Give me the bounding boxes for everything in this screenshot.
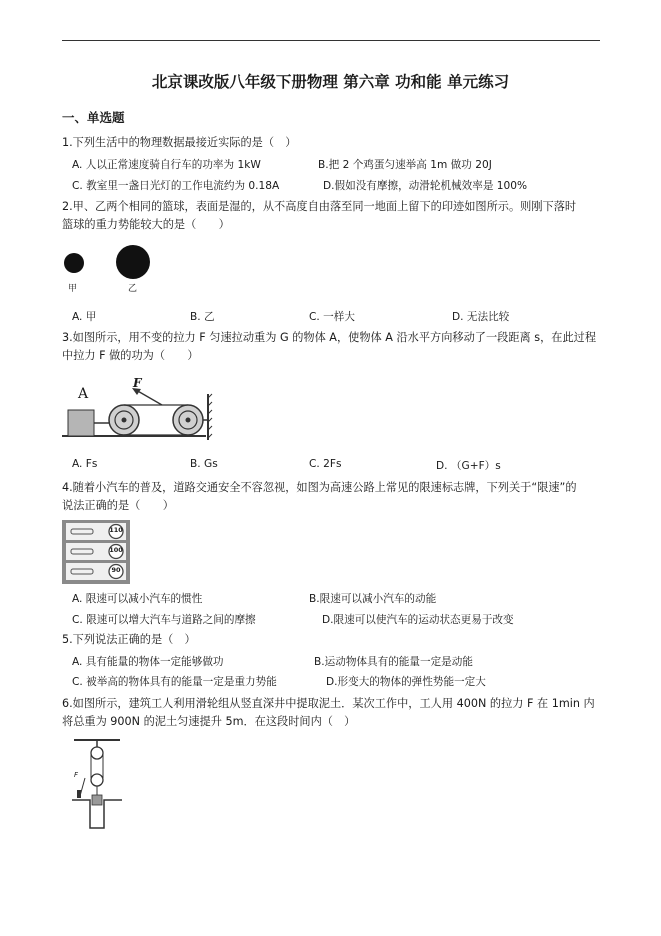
sign-label-110: 110 <box>109 526 123 534</box>
q2-option-c[interactable]: C. 一样大 <box>309 311 355 323</box>
q3-option-b[interactable]: B. Gs <box>190 458 218 470</box>
q5-option-d[interactable]: D.形变大的物体的弹性势能一定大 <box>326 676 486 688</box>
q4-stem-line1: 4.随着小汽车的普及，道路交通安全不容忽视，如图为高速公路上常见的限速标志牌，下列关于“限速”的 <box>62 481 577 494</box>
sign-label-90: 90 <box>111 566 121 574</box>
q6-stem-line2: 将总重为 900N 的泥土匀速提升 5m．在这段时间内（ ） <box>62 715 356 728</box>
q1-option-c[interactable]: C. 教室里一盏日光灯的工作电流约为 0.18A <box>72 180 280 192</box>
q3-label-f: F <box>133 376 142 390</box>
ball-mark-jia <box>64 253 84 273</box>
q2-option-b[interactable]: B. 乙 <box>190 311 215 323</box>
q3-label-a: A <box>78 386 89 402</box>
q4-option-c[interactable]: C. 限速可以增大汽车与道路之间的摩擦 <box>72 614 256 626</box>
q2-stem-line2: 篮球的重力势能较大的是（ ） <box>62 218 230 231</box>
sign-label-100: 100 <box>109 546 123 554</box>
page-title: 北京课改版八年级下册物理 第六章 功和能 单元练习 <box>151 73 510 91</box>
q3-stem-line1: 3.如图所示，用不变的拉力 F 匀速拉动重为 G 的物体 A，使物体 A 沿水平方向移动了一段距离 s，在此过程 <box>62 331 597 344</box>
ball-label-yi: 乙 <box>128 284 138 294</box>
q1-option-d[interactable]: D.假如没有摩擦，动滑轮机械效率是 100% <box>323 180 528 192</box>
q5-option-c[interactable]: C. 被举高的物体具有的能量一定是重力势能 <box>72 676 277 688</box>
ball-label-jia: 甲 <box>68 284 78 294</box>
q1-option-b[interactable]: B.把 2 个鸡蛋匀速举高 1m 做功 20J <box>318 159 492 171</box>
q1-stem: 1.下列生活中的物理数据最接近实际的是（ ） <box>62 136 297 149</box>
ball-mark-yi <box>116 245 150 279</box>
q6-pulley-well-figure <box>70 738 130 833</box>
q3-option-a[interactable]: A. Fs <box>72 458 98 470</box>
q6-label-f: F <box>74 771 79 779</box>
q3-stem-line2: 中拉力 F 做的功为（ ） <box>62 349 199 362</box>
q1-option-a[interactable]: A. 人以正常速度骑自行车的功率为 1kW <box>72 159 261 171</box>
header-rule <box>62 40 600 41</box>
q3-option-c[interactable]: C. 2Fs <box>309 458 342 470</box>
q6-stem-line1: 6.如图所示，建筑工人利用滑轮组从竖直深井中提取泥土．某次工作中，工人用 400N 的拉力 F 在 1min 内 <box>62 697 595 710</box>
section-heading: 一、单选题 <box>62 110 125 125</box>
q4-option-a[interactable]: A. 限速可以减小汽车的惯性 <box>72 593 203 605</box>
q5-option-b[interactable]: B.运动物体具有的能量一定是动能 <box>314 656 473 668</box>
q4-option-d[interactable]: D.限速可以使汽车的运动状态更易于改变 <box>322 614 514 626</box>
q5-stem: 5.下列说法正确的是（ ） <box>62 633 196 646</box>
q3-option-d[interactable]: D. （G+F）s <box>436 460 501 472</box>
q2-stem-line1: 2.甲、乙两个相同的篮球，表面是湿的，从不高度自由落至同一地面上留下的印迹如图所示。则刚下落时 <box>62 200 577 213</box>
q5-option-a[interactable]: A. 具有能量的物体一定能够做功 <box>72 656 224 668</box>
q4-option-b[interactable]: B.限速可以减小汽车的动能 <box>309 593 437 605</box>
q4-stem-line2: 说法正确的是（ ） <box>62 499 174 512</box>
q2-option-d[interactable]: D. 无法比较 <box>452 311 510 323</box>
q2-option-a[interactable]: A. 甲 <box>72 311 97 323</box>
